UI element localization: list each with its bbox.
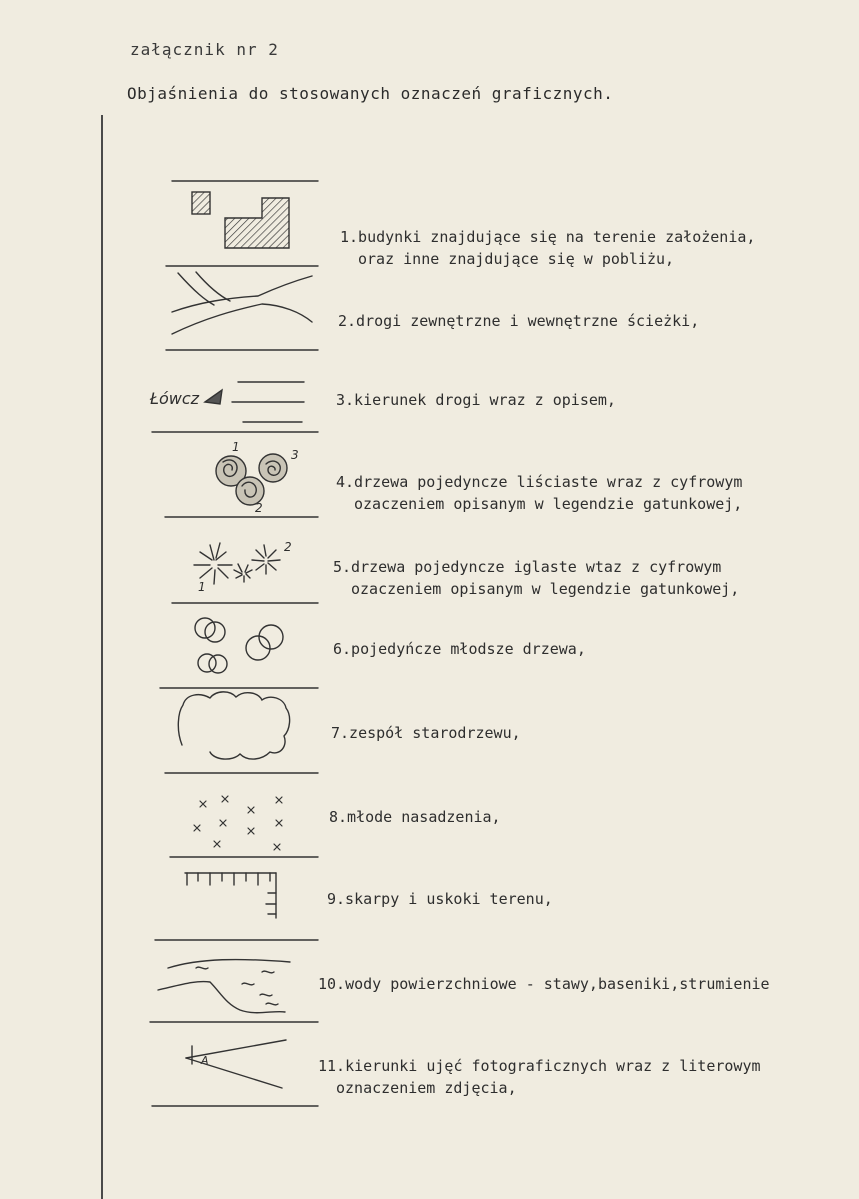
legend-line: 7.zespół starodrzewu, — [331, 724, 521, 742]
separator-lines — [150, 181, 318, 1106]
legend-line: ozaczeniem opisanym w legendzie gatunkowej, — [351, 580, 740, 598]
conifer-number: 2 — [284, 540, 292, 554]
plantings-icon — [194, 796, 282, 850]
legend-line: oznaczeniem zdjęcia, — [336, 1079, 517, 1097]
tree-number: 2 — [255, 501, 263, 515]
legend-line: 2.drogi zewnętrzne i wewnętrzne ścieżki, — [338, 312, 700, 330]
deciduous-tree-icon — [216, 454, 287, 505]
building-icon — [192, 192, 289, 248]
road-direction-icon — [205, 382, 304, 422]
legend-line: 6.pojedyńcze młodsze drzewa, — [333, 640, 586, 658]
annex-label: załącznik nr 2 — [130, 40, 279, 59]
legend-line: 5.drzewa pojedyncze iglaste wtaz z cyfrowym — [333, 558, 722, 576]
slope-icon — [185, 873, 276, 918]
road-label: Łówcz — [150, 389, 200, 408]
page-title: Objaśnienia do stosowanych oznaczeń graficznych. — [127, 84, 614, 103]
legend-line: 1.budynki znajdujące się na terenie założenia, — [340, 228, 756, 246]
young-tree-icon — [195, 618, 283, 673]
legend-line: 10.wody powierzchniowe - stawy,baseniki,strumienie — [318, 975, 770, 993]
road-icon — [172, 272, 312, 334]
conifer-tree-icon — [194, 543, 280, 584]
legend-line: 8.młode nasadzenia, — [329, 808, 501, 826]
legend-line: 3.kierunek drogi wraz z opisem, — [336, 391, 616, 409]
legend-line: ozaczeniem opisanym w legendzie gatunkowej, — [354, 495, 743, 513]
tree-number: 3 — [291, 448, 299, 462]
photo-letter: A — [201, 1054, 209, 1067]
tree-number: 1 — [232, 440, 240, 454]
legend-line: 11.kierunki ujęć fotograficznych wraz z literowym — [318, 1057, 761, 1075]
legend-line: 9.skarpy i uskoki terenu, — [327, 890, 553, 908]
legend-line: oraz inne znajdujące się w pobliżu, — [358, 250, 675, 268]
legend-line: 4.drzewa pojedyncze liściaste wraz z cyfrowym — [336, 473, 743, 491]
old-tree-group-icon — [178, 692, 289, 759]
conifer-number: 1 — [198, 580, 206, 594]
water-icon — [158, 960, 290, 1013]
